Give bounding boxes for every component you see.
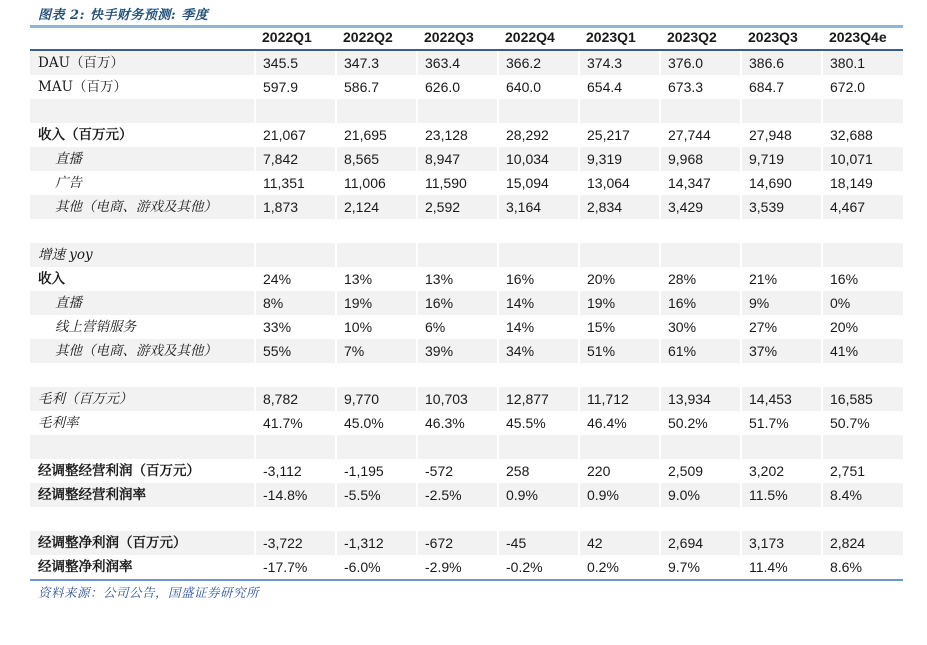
table-cell: 363.4 — [417, 50, 498, 75]
column-header: 2023Q1 — [579, 27, 660, 50]
table-cell: 19% — [579, 291, 660, 315]
table-cell: 258 — [498, 459, 579, 483]
table-body — [30, 50, 903, 580]
table-cell — [336, 435, 417, 459]
table-cell: -2.5% — [417, 483, 498, 507]
table-cell: 15% — [579, 315, 660, 339]
table-cell: 14,347 — [660, 171, 741, 195]
table-cell — [498, 219, 579, 243]
table-cell — [822, 363, 903, 387]
table-cell — [417, 435, 498, 459]
table-cell: 23,128 — [417, 123, 498, 147]
table-cell: 14,453 — [741, 387, 822, 411]
row-label: 收入 — [38, 270, 65, 286]
spacer-row — [30, 219, 903, 243]
table-cell — [255, 243, 336, 267]
row-label: DAU（百万） — [30, 50, 255, 75]
table-cell: 11.4% — [741, 555, 822, 580]
table-cell — [498, 435, 579, 459]
row-label: 经调整经营利润率 — [30, 483, 255, 507]
column-header: 2022Q2 — [336, 27, 417, 50]
header-row — [30, 27, 903, 50]
table-cell: 16,585 — [822, 387, 903, 411]
table-cell: 46.3% — [417, 411, 498, 435]
table-cell: 3,164 — [498, 195, 579, 219]
table-cell: 220 — [579, 459, 660, 483]
row-label: 增速 yoy — [30, 243, 255, 267]
table-cell — [417, 219, 498, 243]
table-cell — [417, 243, 498, 267]
row-label: 线上营销服务 — [55, 318, 136, 335]
table-cell: 13% — [417, 267, 498, 291]
column-header-empty — [30, 27, 255, 50]
table-cell: 8% — [255, 291, 336, 315]
table-cell: 9,968 — [660, 147, 741, 171]
table-cell: 626.0 — [417, 75, 498, 99]
table-cell: -1,312 — [336, 531, 417, 555]
table-cell: 16% — [417, 291, 498, 315]
row-label: 直播 — [30, 147, 255, 171]
table-cell: 45.0% — [336, 411, 417, 435]
table-cell — [822, 507, 903, 531]
table-cell — [498, 99, 579, 123]
table-cell: 672.0 — [822, 75, 903, 99]
table-cell: 20% — [579, 267, 660, 291]
table-cell: 55% — [255, 339, 336, 363]
table-cell — [660, 435, 741, 459]
table-cell: -2.9% — [417, 555, 498, 580]
spacer-row — [30, 507, 903, 531]
table-cell: 597.9 — [255, 75, 336, 99]
row-label: 毛利（百万元） — [30, 387, 255, 411]
table-row — [30, 387, 903, 411]
table-cell: -572 — [417, 459, 498, 483]
table-cell: 9,719 — [741, 147, 822, 171]
table-cell — [336, 99, 417, 123]
table-cell: 4,467 — [822, 195, 903, 219]
row-label — [30, 507, 255, 531]
table-cell — [579, 363, 660, 387]
table-row — [30, 147, 903, 171]
row-label: 其他（电商、游戏及其他） — [30, 339, 255, 363]
table-cell: 345.5 — [255, 50, 336, 75]
table-cell: 32,688 — [822, 123, 903, 147]
table-row — [30, 50, 903, 75]
row-label: 毛利率 — [38, 414, 79, 431]
table-cell: 386.6 — [741, 50, 822, 75]
table-cell: 14,690 — [741, 171, 822, 195]
table-cell: 8,782 — [255, 387, 336, 411]
table-cell: 41% — [822, 339, 903, 363]
table-cell — [660, 507, 741, 531]
table-cell: 2,124 — [336, 195, 417, 219]
table-cell: 19% — [336, 291, 417, 315]
table-cell: 46.4% — [579, 411, 660, 435]
table-cell — [741, 243, 822, 267]
table-cell — [660, 219, 741, 243]
table-cell: 0.9% — [498, 483, 579, 507]
table-cell: 28% — [660, 267, 741, 291]
table-cell: 50.7% — [822, 411, 903, 435]
spacer-row — [30, 99, 903, 123]
table-row — [30, 531, 903, 555]
table-row — [30, 195, 903, 219]
table-cell: 7,842 — [255, 147, 336, 171]
table-cell — [255, 219, 336, 243]
table-cell: 9.7% — [660, 555, 741, 580]
table-cell: 14% — [498, 291, 579, 315]
table-cell — [255, 507, 336, 531]
table-cell: 7% — [336, 339, 417, 363]
table-cell: 21% — [741, 267, 822, 291]
table-cell — [579, 243, 660, 267]
table-cell: 41.7% — [255, 411, 336, 435]
table-cell: 6% — [417, 315, 498, 339]
table-cell — [822, 99, 903, 123]
row-label: MAU（百万） — [38, 78, 127, 95]
table-cell — [417, 99, 498, 123]
column-header: 2022Q3 — [417, 27, 498, 50]
table-row — [30, 243, 903, 267]
table-cell — [579, 219, 660, 243]
table-cell: 684.7 — [741, 75, 822, 99]
table-row — [30, 339, 903, 363]
table-cell: 2,834 — [579, 195, 660, 219]
table-cell: 11.5% — [741, 483, 822, 507]
column-header: 2022Q4 — [498, 27, 579, 50]
table-row — [30, 75, 903, 99]
table-cell: 30% — [660, 315, 741, 339]
table-cell: 33% — [255, 315, 336, 339]
table-cell — [660, 363, 741, 387]
table-cell — [660, 99, 741, 123]
table-cell: 2,592 — [417, 195, 498, 219]
row-label: 其他（电商、游戏及其他） — [30, 195, 255, 219]
table-cell: 0.2% — [579, 555, 660, 580]
table-cell: 10% — [336, 315, 417, 339]
table-cell: 2,824 — [822, 531, 903, 555]
table-cell: 673.3 — [660, 75, 741, 99]
column-header: 2023Q3 — [741, 27, 822, 50]
table-cell: 8.4% — [822, 483, 903, 507]
table-cell: 3,173 — [741, 531, 822, 555]
table-cell — [255, 99, 336, 123]
table-cell — [336, 243, 417, 267]
table-cell: 21,695 — [336, 123, 417, 147]
table-cell: 376.0 — [660, 50, 741, 75]
table-row — [30, 315, 903, 339]
table-cell: 2,694 — [660, 531, 741, 555]
table-cell: 380.1 — [822, 50, 903, 75]
table-cell: -5.5% — [336, 483, 417, 507]
table-cell: -0.2% — [498, 555, 579, 580]
table-cell: -45 — [498, 531, 579, 555]
table-cell: 50.2% — [660, 411, 741, 435]
row-label: 经调整经营利润（百万元） — [38, 462, 200, 478]
row-label: 直播 — [30, 291, 255, 315]
table-cell: 51% — [579, 339, 660, 363]
table-cell — [255, 435, 336, 459]
table-cell: 12,877 — [498, 387, 579, 411]
row-label — [30, 435, 255, 459]
financial-table — [30, 25, 903, 581]
table-cell: 34% — [498, 339, 579, 363]
table-cell — [579, 99, 660, 123]
table-cell — [336, 363, 417, 387]
table-row — [30, 555, 903, 580]
table-cell: 20% — [822, 315, 903, 339]
table-cell: 8.6% — [822, 555, 903, 580]
row-label — [30, 363, 255, 387]
table-cell: 8,947 — [417, 147, 498, 171]
table-cell: 27,948 — [741, 123, 822, 147]
table-cell: 18,149 — [822, 171, 903, 195]
table-cell: 3,429 — [660, 195, 741, 219]
table-cell: 28,292 — [498, 123, 579, 147]
table-cell: -6.0% — [336, 555, 417, 580]
table-cell — [741, 435, 822, 459]
table-row — [30, 483, 903, 507]
table-cell — [336, 507, 417, 531]
table-cell: 11,712 — [579, 387, 660, 411]
table-cell — [822, 435, 903, 459]
table-cell: 24% — [255, 267, 336, 291]
table-cell: 39% — [417, 339, 498, 363]
table-cell: 11,590 — [417, 171, 498, 195]
table-cell: 10,703 — [417, 387, 498, 411]
table-cell — [255, 363, 336, 387]
spacer-row — [30, 363, 903, 387]
table-cell: 1,873 — [255, 195, 336, 219]
table-cell — [741, 507, 822, 531]
table-cell: 42 — [579, 531, 660, 555]
row-label — [30, 219, 255, 243]
table-cell: -3,722 — [255, 531, 336, 555]
chart-title: 图表 2: 快手财务预测: 季度 — [38, 8, 209, 23]
table-row — [30, 171, 903, 195]
table-cell: 347.3 — [336, 50, 417, 75]
table-cell: -1,195 — [336, 459, 417, 483]
table-cell: 374.3 — [579, 50, 660, 75]
table-cell — [579, 435, 660, 459]
table-cell: 586.7 — [336, 75, 417, 99]
table-cell: 2,751 — [822, 459, 903, 483]
table-cell: 9.0% — [660, 483, 741, 507]
table-cell — [822, 219, 903, 243]
table-row — [30, 267, 903, 291]
table-cell: 21,067 — [255, 123, 336, 147]
table-cell: -3,112 — [255, 459, 336, 483]
table-row — [30, 411, 903, 435]
table-cell — [417, 363, 498, 387]
table-cell — [741, 99, 822, 123]
column-header: 2023Q4e — [822, 27, 903, 50]
row-label — [30, 99, 255, 123]
table-cell: 11,006 — [336, 171, 417, 195]
table-cell: 61% — [660, 339, 741, 363]
table-cell: 3,539 — [741, 195, 822, 219]
table-cell: 27% — [741, 315, 822, 339]
table-cell: 8,565 — [336, 147, 417, 171]
table-cell: 14% — [498, 315, 579, 339]
table-cell — [660, 243, 741, 267]
table-cell: 11,351 — [255, 171, 336, 195]
table-cell — [498, 363, 579, 387]
table-cell: 3,202 — [741, 459, 822, 483]
row-label: 经调整净利润（百万元） — [30, 531, 255, 555]
table-cell: 25,217 — [579, 123, 660, 147]
table-cell — [822, 243, 903, 267]
row-label: 广告 — [55, 174, 82, 191]
table-row — [30, 123, 903, 147]
table-cell: 9% — [741, 291, 822, 315]
table-cell: 13% — [336, 267, 417, 291]
column-header: 2023Q2 — [660, 27, 741, 50]
table-cell: 654.4 — [579, 75, 660, 99]
table-cell: 15,094 — [498, 171, 579, 195]
table-cell: 0.9% — [579, 483, 660, 507]
table-cell: 13,064 — [579, 171, 660, 195]
table-cell — [498, 507, 579, 531]
table-cell: 366.2 — [498, 50, 579, 75]
table-cell: 16% — [498, 267, 579, 291]
table-cell: -17.7% — [255, 555, 336, 580]
column-header: 2022Q1 — [255, 27, 336, 50]
table-cell: -14.8% — [255, 483, 336, 507]
table-cell: 0% — [822, 291, 903, 315]
table-cell: 37% — [741, 339, 822, 363]
table-cell: 2,509 — [660, 459, 741, 483]
table-cell — [741, 219, 822, 243]
table-cell — [417, 507, 498, 531]
table-row — [30, 459, 903, 483]
table-cell: -672 — [417, 531, 498, 555]
source-note: 资料来源：公司公告，国盛证券研究所 — [38, 585, 260, 600]
row-label: 收入（百万元） — [38, 126, 133, 142]
row-label: 经调整净利润率 — [30, 555, 255, 580]
table-cell: 13,934 — [660, 387, 741, 411]
table-cell: 640.0 — [498, 75, 579, 99]
spacer-row — [30, 435, 903, 459]
table-cell: 10,034 — [498, 147, 579, 171]
table-cell: 9,319 — [579, 147, 660, 171]
table-cell — [336, 219, 417, 243]
table-header — [30, 27, 903, 50]
table-cell: 27,744 — [660, 123, 741, 147]
table-cell: 51.7% — [741, 411, 822, 435]
table-cell: 45.5% — [498, 411, 579, 435]
table-cell: 10,071 — [822, 147, 903, 171]
table-cell — [498, 243, 579, 267]
table-cell — [579, 507, 660, 531]
table-cell — [741, 363, 822, 387]
table-cell: 9,770 — [336, 387, 417, 411]
table-cell: 16% — [822, 267, 903, 291]
table-row — [30, 291, 903, 315]
table-cell: 16% — [660, 291, 741, 315]
